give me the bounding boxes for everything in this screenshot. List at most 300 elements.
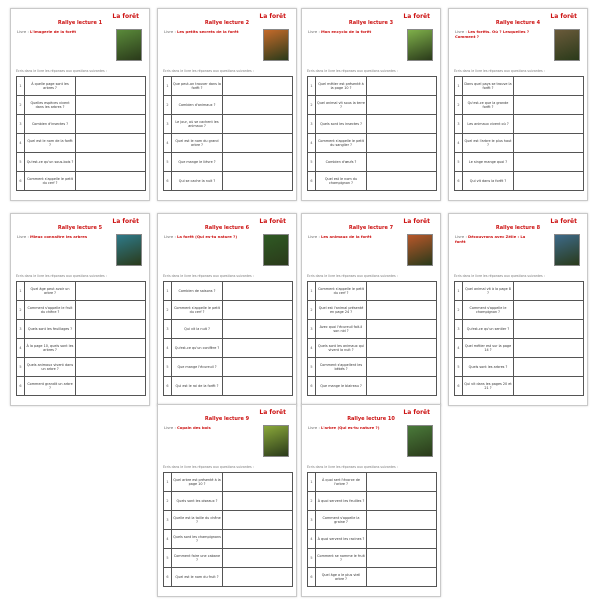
question-text: Quels sont les animaux qui vivent la nuit ?: [316, 339, 367, 358]
answer-cell[interactable]: [223, 153, 293, 172]
question-number: 1: [164, 282, 172, 301]
answer-cell[interactable]: [223, 282, 293, 301]
question-text: Le singe mange quoi ?: [463, 153, 514, 172]
answer-cell[interactable]: [367, 301, 437, 320]
question-row: [164, 339, 293, 358]
question-text: Que mange le lièvre ?: [172, 153, 223, 172]
question-row: [308, 568, 437, 587]
answer-cell[interactable]: [367, 172, 437, 191]
sheet-theme: La forêt: [259, 218, 286, 225]
question-table: [16, 76, 146, 191]
answer-cell[interactable]: [367, 282, 437, 301]
question-row: [308, 339, 437, 358]
sheet-theme: La forêt: [112, 218, 139, 225]
answer-cell[interactable]: [223, 358, 293, 377]
book-label: Livre :: [308, 425, 321, 430]
answer-cell[interactable]: [223, 530, 293, 549]
book-line: [17, 235, 97, 240]
question-table: [163, 472, 293, 587]
question-row: [164, 282, 293, 301]
question-row: [455, 358, 584, 377]
question-text: Quels animaux vivent dans un arbre ?: [25, 358, 76, 377]
rally-sheet: [10, 8, 150, 201]
question-number: 3: [17, 320, 25, 339]
question-text: Quelle est la taille du chêne ?: [172, 511, 223, 530]
question-table: [454, 76, 584, 191]
question-text: Que mange l'écureuil ?: [172, 358, 223, 377]
instruction-text: Écris dans le livre les réponses aux questions suivantes :: [307, 69, 398, 73]
question-row: [308, 172, 437, 191]
book-cover-image: [554, 29, 580, 61]
question-number: 3: [455, 320, 463, 339]
question-text: Comment s'appelle le champignon ?: [463, 301, 514, 320]
answer-cell[interactable]: [514, 77, 584, 96]
question-number: 2: [17, 96, 25, 115]
question-number: 4: [308, 339, 316, 358]
question-row: [17, 282, 146, 301]
rally-sheet: [301, 8, 441, 201]
question-text: Qu'est-ce qu'un sous-bois ?: [25, 153, 76, 172]
question-text: Combien de saisons ?: [172, 282, 223, 301]
sheet-theme: La forêt: [259, 13, 286, 20]
book-title: Les forêts. Où ? Lesquelles ? Comment ?: [455, 29, 530, 39]
question-text: Quel âge a le plus vieil arbre ?: [316, 568, 367, 587]
question-row: [17, 320, 146, 339]
rally-sheet: [448, 8, 588, 201]
question-text: Quels sont les champignons ?: [172, 530, 223, 549]
answer-cell[interactable]: [223, 549, 293, 568]
instruction-text: Écris dans le livre les réponses aux questions suivantes :: [163, 274, 254, 278]
question-row: [455, 377, 584, 396]
question-number: 6: [308, 172, 316, 191]
question-number: 4: [164, 530, 172, 549]
question-text: Comment grandit un arbre ?: [25, 377, 76, 396]
answer-cell[interactable]: [76, 115, 146, 134]
question-row: [17, 77, 146, 96]
answer-cell[interactable]: [223, 473, 293, 492]
question-number: 3: [164, 115, 172, 134]
book-title: Découvrons avec Zélie : La forêt: [455, 234, 526, 244]
question-text: Comment s'appelle le fruit du chêne ?: [25, 301, 76, 320]
answer-cell[interactable]: [367, 568, 437, 587]
answer-cell[interactable]: [76, 134, 146, 153]
rally-sheet: [10, 213, 150, 406]
instruction-text: Écris dans le livre les réponses aux questions suivantes :: [454, 274, 545, 278]
answer-cell[interactable]: [367, 511, 437, 530]
question-number: 6: [164, 568, 172, 587]
question-text: Combien d'œufs ?: [316, 153, 367, 172]
question-text: Le jour, où se cachent les animaux ?: [172, 115, 223, 134]
question-number: 5: [164, 358, 172, 377]
answer-cell[interactable]: [367, 339, 437, 358]
question-number: 2: [164, 301, 172, 320]
question-text: Combien d'animaux ?: [172, 96, 223, 115]
question-text: Quels sont les oiseaux ?: [172, 492, 223, 511]
book-label: Livre :: [17, 234, 30, 239]
question-text: Quel arbre est présenté à la page 10 ?: [172, 473, 223, 492]
answer-cell[interactable]: [367, 320, 437, 339]
answer-cell[interactable]: [223, 96, 293, 115]
answer-cell[interactable]: [76, 339, 146, 358]
book-title: La forêt (Qui es-tu nature ?): [176, 234, 238, 239]
question-number: 6: [164, 377, 172, 396]
question-text: Qu'est-ce que la grande forêt ?: [463, 96, 514, 115]
answer-cell[interactable]: [367, 549, 437, 568]
question-table: [307, 281, 437, 396]
question-number: 4: [455, 339, 463, 358]
answer-cell[interactable]: [223, 568, 293, 587]
book-cover-image: [554, 234, 580, 266]
question-text: Qui vit la nuit ?: [172, 320, 223, 339]
question-text: Les animaux vivent où ?: [463, 115, 514, 134]
book-line: [308, 30, 388, 35]
question-number: 4: [308, 134, 316, 153]
question-text: À quoi sert l'écorce de l'arbre ?: [316, 473, 367, 492]
answer-cell[interactable]: [223, 492, 293, 511]
question-number: 5: [308, 549, 316, 568]
rally-title: Rallye lecture 9: [204, 416, 250, 422]
question-table: [163, 281, 293, 396]
book-line: [308, 426, 388, 431]
sheet-theme: La forêt: [403, 409, 430, 416]
answer-cell[interactable]: [514, 153, 584, 172]
book-label: Livre :: [164, 234, 177, 239]
answer-cell[interactable]: [514, 339, 584, 358]
question-text: Qu'est-ce qu'un conifère ?: [172, 339, 223, 358]
answer-cell[interactable]: [514, 301, 584, 320]
question-number: 4: [455, 134, 463, 153]
question-number: 3: [455, 115, 463, 134]
question-row: [17, 377, 146, 396]
question-text: À quoi servent les racines ?: [316, 530, 367, 549]
question-row: [17, 134, 146, 153]
question-text: Qui vit dans la forêt ?: [463, 172, 514, 191]
question-number: 1: [308, 77, 316, 96]
book-line: [455, 235, 535, 244]
answer-cell[interactable]: [514, 134, 584, 153]
question-text: Combien d'insectes ?: [25, 115, 76, 134]
rally-title: Rallye lecture 4: [495, 20, 541, 26]
book-title: L'imagerie de la forêt: [29, 29, 77, 34]
rally-title: Rallye lecture 6: [204, 225, 250, 231]
answer-cell[interactable]: [223, 339, 293, 358]
question-row: [17, 172, 146, 191]
question-number: 1: [17, 282, 25, 301]
answer-cell[interactable]: [223, 172, 293, 191]
question-row: [455, 282, 584, 301]
question-text: Comment se nomme le fruit ?: [316, 549, 367, 568]
answer-cell[interactable]: [367, 77, 437, 96]
question-number: 1: [308, 473, 316, 492]
instruction-text: Écris dans le livre les réponses aux questions suivantes :: [163, 465, 254, 469]
answer-cell[interactable]: [223, 320, 293, 339]
rally-title: Rallye lecture 7: [348, 225, 394, 231]
question-number: 3: [308, 511, 316, 530]
question-text: Comment s'appelle le petit du cerf ?: [25, 172, 76, 191]
question-row: [17, 96, 146, 115]
answer-cell[interactable]: [367, 358, 437, 377]
question-row: [308, 115, 437, 134]
answer-cell[interactable]: [76, 358, 146, 377]
question-text: Quels sont les insectes ?: [316, 115, 367, 134]
instruction-text: Écris dans le livre les réponses aux questions suivantes :: [16, 274, 107, 278]
question-row: [164, 511, 293, 530]
question-text: Quel animal vit à la page 8 ?: [463, 282, 514, 301]
rally-title: Rallye lecture 5: [57, 225, 103, 231]
answer-cell[interactable]: [367, 530, 437, 549]
question-number: 4: [164, 134, 172, 153]
question-text: Quel métier est présenté à la page 10 ?: [316, 77, 367, 96]
book-title: Les petits secrets de la forêt: [176, 29, 239, 34]
book-label: Livre :: [308, 234, 321, 239]
instruction-text: Écris dans le livre les réponses aux questions suivantes :: [16, 69, 107, 73]
question-row: [17, 301, 146, 320]
question-number: 1: [455, 77, 463, 96]
question-text: Comment s'appelle le petit du cerf ?: [172, 301, 223, 320]
question-number: 4: [17, 134, 25, 153]
answer-cell[interactable]: [514, 282, 584, 301]
question-text: Avec quoi l'écureuil fait-il son nid ?: [316, 320, 367, 339]
answer-cell[interactable]: [514, 172, 584, 191]
question-row: [164, 96, 293, 115]
question-row: [455, 77, 584, 96]
question-row: [308, 530, 437, 549]
answer-cell[interactable]: [514, 115, 584, 134]
book-title: Mieux connaître les arbres: [29, 234, 88, 239]
answer-cell[interactable]: [76, 377, 146, 396]
question-number: 4: [17, 339, 25, 358]
answer-cell[interactable]: [367, 377, 437, 396]
book-line: [164, 30, 244, 35]
question-table: [16, 281, 146, 396]
question-text: Quel est le nom du fruit ?: [172, 568, 223, 587]
question-number: 3: [308, 320, 316, 339]
answer-cell[interactable]: [76, 282, 146, 301]
answer-cell[interactable]: [514, 320, 584, 339]
question-row: [164, 77, 293, 96]
question-number: 6: [455, 172, 463, 191]
book-label: Livre :: [164, 425, 177, 430]
question-row: [164, 153, 293, 172]
question-number: 5: [308, 153, 316, 172]
answer-cell[interactable]: [223, 511, 293, 530]
question-number: 2: [164, 96, 172, 115]
answer-cell[interactable]: [367, 153, 437, 172]
book-line: [308, 235, 388, 240]
question-number: 5: [164, 549, 172, 568]
question-number: 5: [17, 358, 25, 377]
question-text: Qui se cache la nuit ?: [172, 172, 223, 191]
question-number: 6: [164, 172, 172, 191]
question-number: 4: [308, 530, 316, 549]
question-row: [455, 153, 584, 172]
question-row: [164, 172, 293, 191]
answer-cell[interactable]: [367, 473, 437, 492]
question-number: 6: [308, 377, 316, 396]
book-cover-image: [407, 234, 433, 266]
book-line: [455, 30, 535, 39]
question-text: Dans quel pays se trouve la forêt ?: [463, 77, 514, 96]
question-text: Comment s'appelle le petit du sanglier ?: [316, 134, 367, 153]
instruction-text: Écris dans le livre les réponses aux questions suivantes :: [307, 274, 398, 278]
answer-cell[interactable]: [514, 377, 584, 396]
question-number: 5: [164, 153, 172, 172]
book-cover-image: [263, 234, 289, 266]
question-row: [308, 377, 437, 396]
answer-cell[interactable]: [223, 134, 293, 153]
answer-cell[interactable]: [223, 301, 293, 320]
book-label: Livre :: [308, 29, 321, 34]
question-row: [164, 134, 293, 153]
question-row: [455, 134, 584, 153]
question-row: [164, 568, 293, 587]
question-text: À quelle page sont les arbres ?: [25, 77, 76, 96]
question-table: [307, 76, 437, 191]
rally-title: Rallye lecture 2: [204, 20, 250, 26]
question-row: [164, 358, 293, 377]
question-row: [455, 339, 584, 358]
rally-sheet: [157, 8, 297, 201]
rally-sheet: [157, 213, 297, 406]
book-cover-image: [116, 29, 142, 61]
question-text: Quel est l'animal présenté en page 24 ?: [316, 301, 367, 320]
question-number: 2: [308, 492, 316, 511]
answer-cell[interactable]: [76, 320, 146, 339]
question-number: 5: [308, 358, 316, 377]
book-title: Mon encyclo de la forêt: [320, 29, 372, 34]
question-text: Qui est le roi de la forêt ?: [172, 377, 223, 396]
question-number: 3: [17, 115, 25, 134]
question-text: Que mange le blaireau ?: [316, 377, 367, 396]
rally-sheet: [448, 213, 588, 406]
question-row: [308, 549, 437, 568]
question-number: 3: [164, 511, 172, 530]
answer-cell[interactable]: [76, 77, 146, 96]
question-number: 5: [455, 358, 463, 377]
question-number: 6: [17, 172, 25, 191]
book-title: Copain des bois: [176, 425, 211, 430]
sheet-theme: La forêt: [550, 218, 577, 225]
question-table: [307, 472, 437, 587]
sheet-theme: La forêt: [259, 409, 286, 416]
answer-cell[interactable]: [367, 134, 437, 153]
question-row: [164, 115, 293, 134]
answer-cell[interactable]: [367, 96, 437, 115]
sheet-theme: La forêt: [550, 13, 577, 20]
question-row: [308, 358, 437, 377]
question-number: 2: [308, 96, 316, 115]
question-number: 6: [455, 377, 463, 396]
rally-title: Rallye lecture 3: [348, 20, 394, 26]
question-row: [308, 77, 437, 96]
question-row: [308, 282, 437, 301]
book-line: [164, 426, 244, 431]
answer-cell[interactable]: [514, 358, 584, 377]
book-cover-image: [407, 29, 433, 61]
book-label: Livre :: [455, 29, 468, 34]
book-title: Les animaux de la forêt: [320, 234, 372, 239]
question-row: [308, 134, 437, 153]
book-label: Livre :: [455, 234, 468, 239]
question-row: [164, 301, 293, 320]
question-text: Comment faire une cabane ?: [172, 549, 223, 568]
answer-cell[interactable]: [223, 115, 293, 134]
rally-sheet: [301, 404, 441, 597]
question-row: [455, 301, 584, 320]
question-row: [308, 511, 437, 530]
answer-cell[interactable]: [223, 377, 293, 396]
instruction-text: Écris dans le livre les réponses aux questions suivantes :: [307, 465, 398, 469]
question-text: Que peut-on trouver dans la forêt ?: [172, 77, 223, 96]
book-cover-image: [263, 29, 289, 61]
question-text: Quel est le nom de la forêt ?: [25, 134, 76, 153]
question-text: Comment s'appellent les bébés ?: [316, 358, 367, 377]
instruction-text: Écris dans le livre les réponses aux questions suivantes :: [163, 69, 254, 73]
answer-cell[interactable]: [223, 77, 293, 96]
question-row: [164, 320, 293, 339]
question-number: 5: [455, 153, 463, 172]
book-title: L'arbre (Qui es-tu nature ?): [320, 425, 380, 430]
instruction-text: Écris dans le livre les réponses aux questions suivantes :: [454, 69, 545, 73]
answer-cell[interactable]: [367, 115, 437, 134]
question-row: [164, 492, 293, 511]
question-text: Quel est l'arbre le plus haut ?: [463, 134, 514, 153]
sheet-theme: La forêt: [403, 13, 430, 20]
question-text: À la page 10, quels sont les arbres ?: [25, 339, 76, 358]
question-row: [164, 473, 293, 492]
answer-cell[interactable]: [76, 153, 146, 172]
question-number: 1: [164, 77, 172, 96]
book-line: [164, 235, 244, 240]
question-row: [455, 96, 584, 115]
book-cover-image: [116, 234, 142, 266]
answer-cell[interactable]: [514, 96, 584, 115]
question-row: [455, 320, 584, 339]
question-text: Comment s'appelle la graine ?: [316, 511, 367, 530]
question-number: 2: [455, 96, 463, 115]
question-number: 2: [17, 301, 25, 320]
answer-cell[interactable]: [76, 172, 146, 191]
question-number: 2: [455, 301, 463, 320]
question-row: [308, 153, 437, 172]
answer-cell[interactable]: [367, 492, 437, 511]
question-table: [163, 76, 293, 191]
question-text: À quoi servent les feuilles ?: [316, 492, 367, 511]
question-row: [308, 96, 437, 115]
question-text: Quel est le nom du grand arbre ?: [172, 134, 223, 153]
book-label: Livre :: [164, 29, 177, 34]
question-number: 3: [164, 320, 172, 339]
rally-title: Rallye lecture 1: [57, 20, 103, 26]
question-row: [164, 549, 293, 568]
question-table: [454, 281, 584, 396]
question-text: Qui vit dans les pages 20 et 21 ?: [463, 377, 514, 396]
rally-sheet: [301, 213, 441, 406]
question-number: 1: [455, 282, 463, 301]
question-text: Qu'est-ce qu'un sentier ?: [463, 320, 514, 339]
rally-sheet: [157, 404, 297, 597]
book-label: Livre :: [17, 29, 30, 34]
question-number: 6: [17, 377, 25, 396]
book-cover-image: [407, 425, 433, 457]
answer-cell[interactable]: [76, 96, 146, 115]
question-number: 5: [17, 153, 25, 172]
question-row: [17, 358, 146, 377]
question-row: [164, 530, 293, 549]
answer-cell[interactable]: [76, 301, 146, 320]
rally-title: Rallye lecture 10: [347, 416, 395, 422]
question-number: 6: [308, 568, 316, 587]
